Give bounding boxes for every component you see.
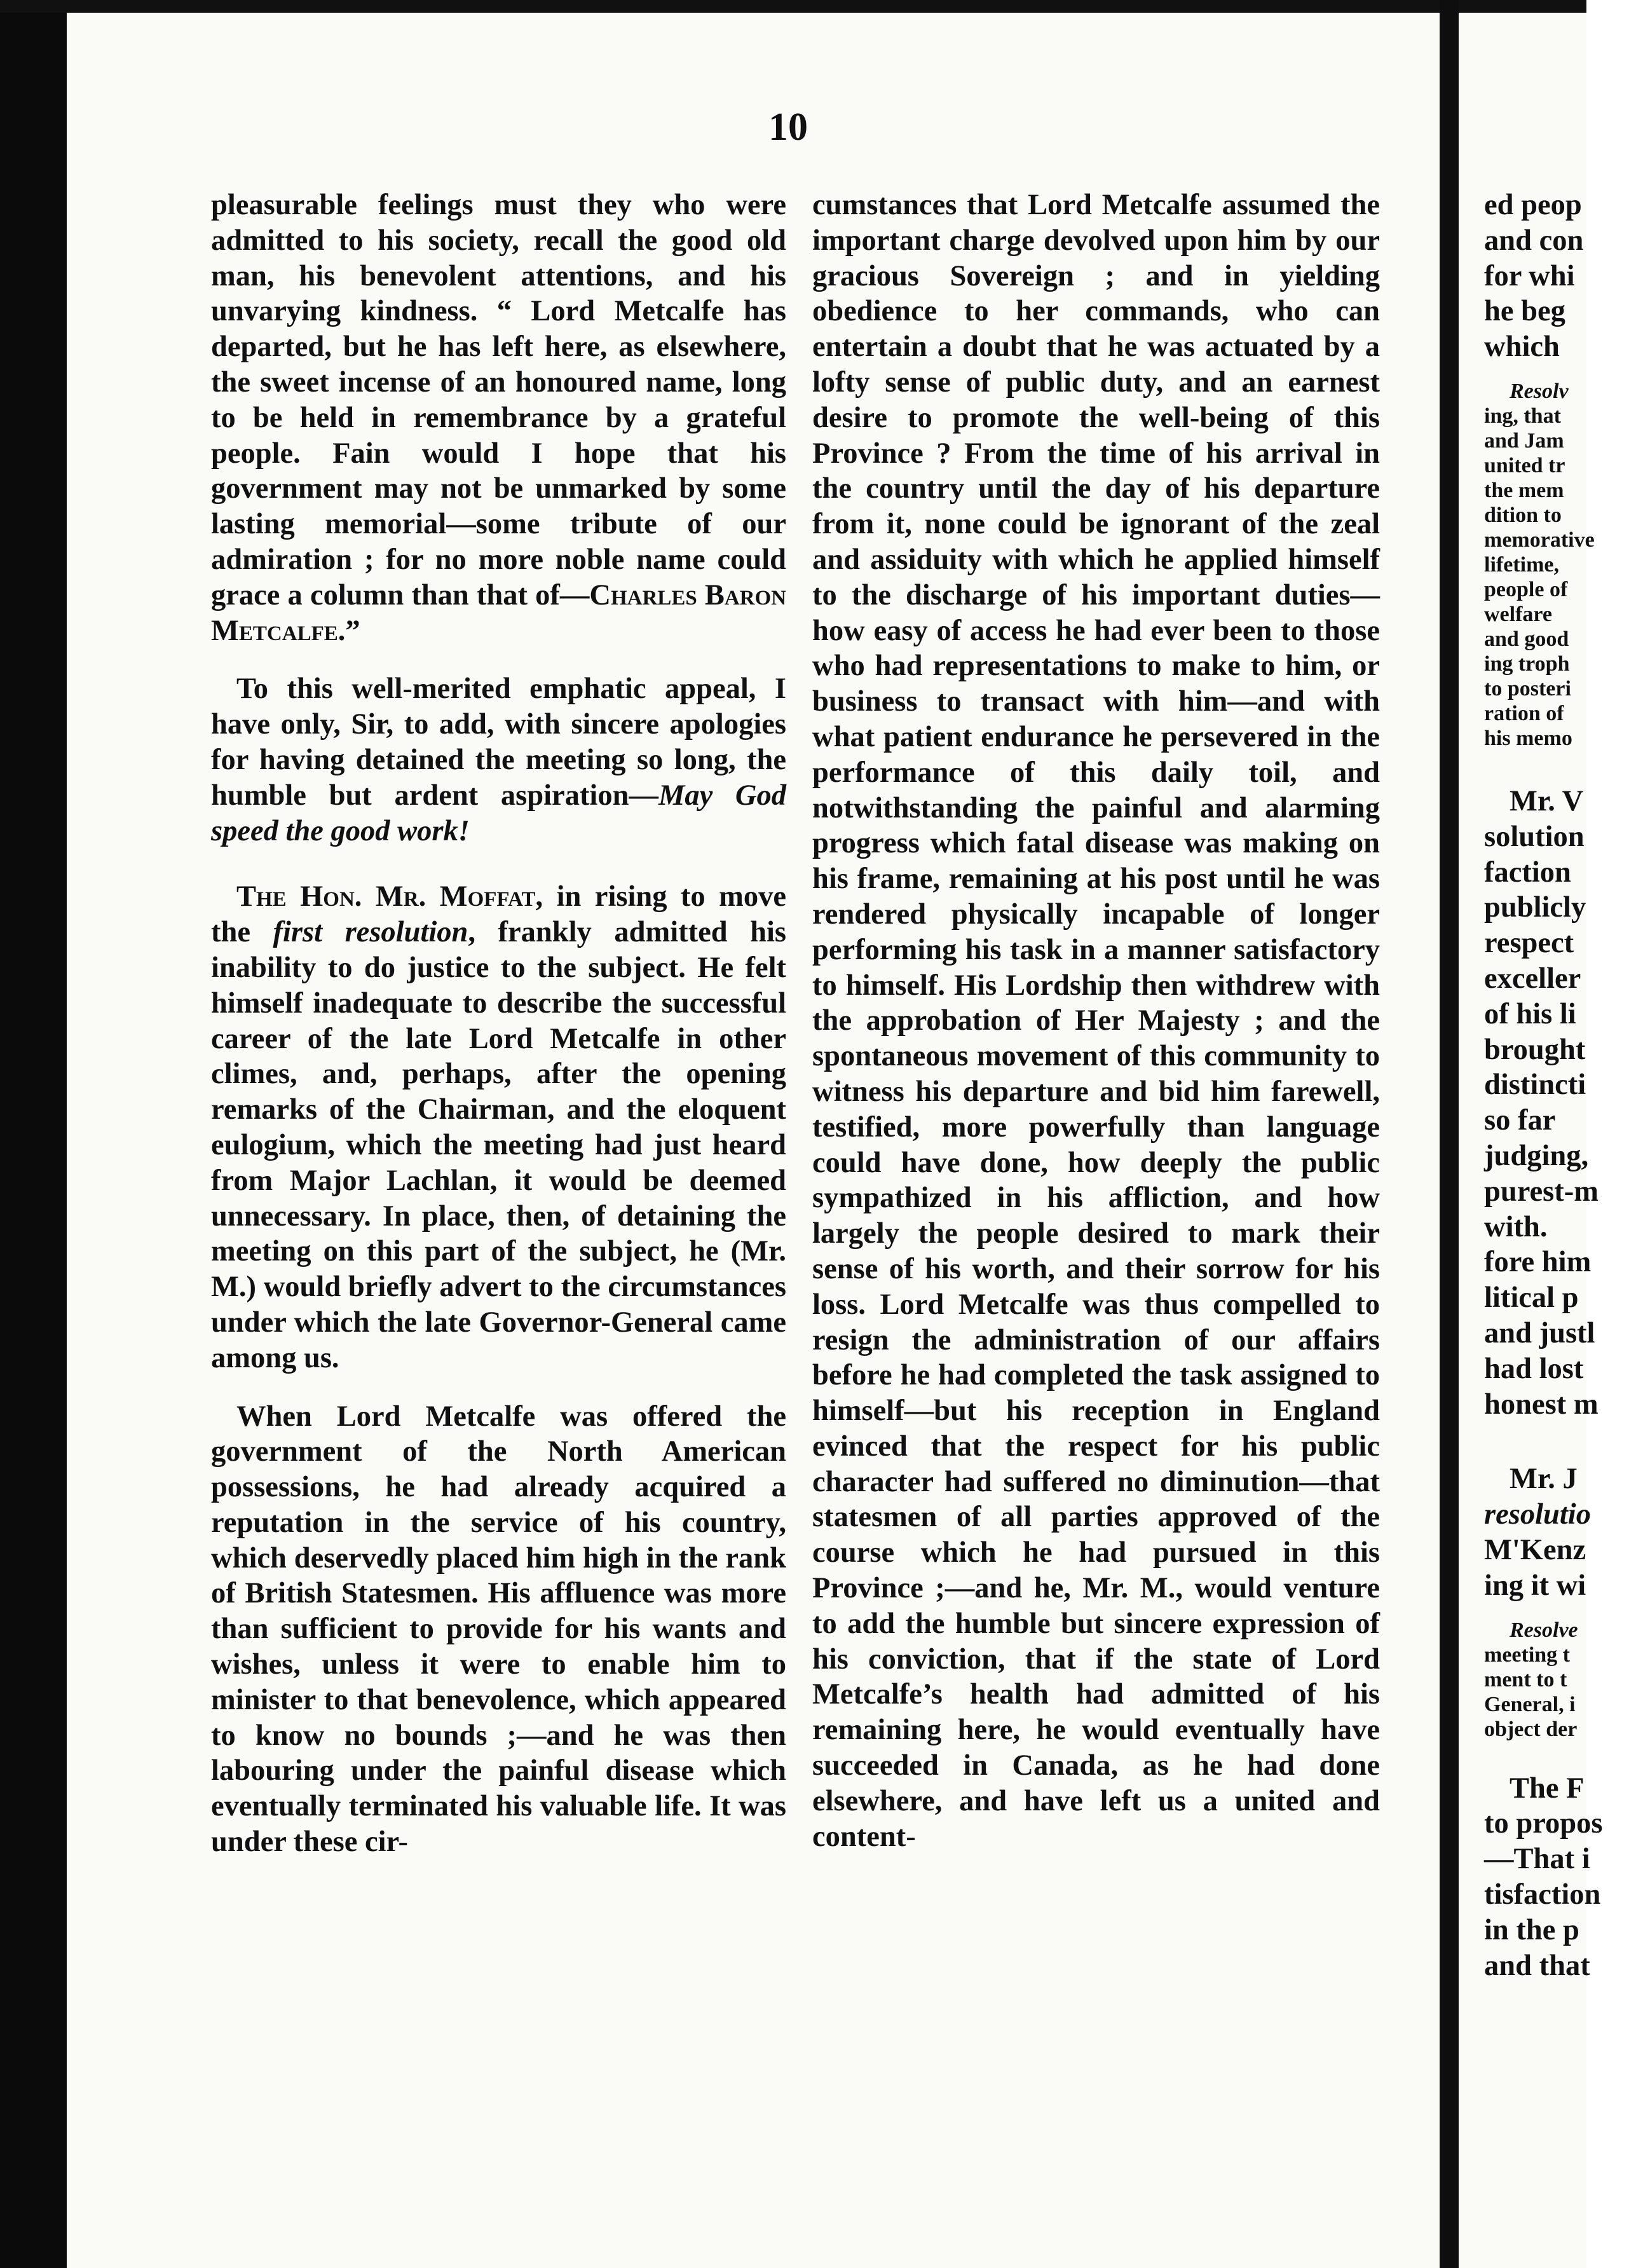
text-run: pleasurable feelings must they who were admitted to his society, recall the good old man, his benevolent attentions, and his unvarying kindness. “ Lord Metcalfe has departed, but he has left here, as elsewhere, the sweet incense of an honoured name, long to be held in remembrance by a grateful people. Fain would I hope that his government may not be unmarked by some lasting memorial—some tribute of our admiration ; for no more noble name could grace a column than that of— [211, 189, 786, 611]
text-line: ing it wi [1484, 1569, 1586, 1602]
text-run: .” [337, 614, 360, 647]
italic-run: first resolution [273, 916, 468, 949]
text-line: resolutio [1484, 1498, 1591, 1531]
paragraph [812, 188, 1380, 1854]
page-number: 10 [768, 106, 808, 149]
text-line: —That i [1484, 1843, 1590, 1876]
text-line: Resolv [1510, 379, 1569, 403]
text-line: for whi [1484, 259, 1575, 292]
text-line: ment to t [1484, 1667, 1567, 1691]
paragraph [211, 1399, 786, 1860]
paragraph [211, 671, 786, 849]
text-line: ration of [1484, 701, 1564, 725]
text-line: to posteri [1484, 676, 1571, 700]
line-group-a [1484, 188, 1643, 365]
text-line: dition to [1484, 503, 1562, 527]
text-line: litical p [1484, 1281, 1579, 1315]
text-line: object der [1484, 1717, 1578, 1741]
line-group-d [1484, 1461, 1643, 1603]
text-line: had lost [1484, 1352, 1584, 1385]
line-group-b [1484, 379, 1643, 751]
text-line: respect [1484, 927, 1574, 960]
text-line: Mr. J [1510, 1463, 1578, 1496]
text-line: Resolve [1510, 1618, 1578, 1642]
text-line: solution [1484, 820, 1585, 853]
text-run: When Lord Metcalfe was offered the government of the North American possessions, he had already acquired a reputation in the service of his country, which deservedly placed him high in the rank of British Statesmen. His affluence was more than sufficient to provide for his wants and wishes, unless it were to enable him to minister to that benevolence, which appeared to know no bounds ;—and he was then labouring under the painful disease which eventually terminated his valuable life. It was under these cir- [211, 1400, 786, 1859]
text-line: meeting t [1484, 1643, 1571, 1667]
name-small-caps: Charles Baron Metcalfe [211, 578, 786, 647]
line-group-c [1484, 784, 1643, 1422]
speaker-name: The Hon. Mr. Moffat [236, 880, 536, 913]
paragraph [211, 188, 786, 648]
text-line: Mr. V [1510, 784, 1584, 817]
text-run: To this well-merited emphatic appeal, I have only, Sir, to add, with sincere apologies for having detained the meeting so long, the humble but ardent aspiration— [211, 673, 786, 812]
text-line: exceller [1484, 962, 1581, 995]
text-line: lifetime, [1484, 552, 1559, 577]
text-line: faction [1484, 856, 1571, 889]
text-line: honest m [1484, 1388, 1599, 1421]
text-line: fore him [1484, 1246, 1592, 1279]
text-line: ing, that [1484, 404, 1561, 428]
text-line: welfare [1484, 602, 1552, 626]
text-line: purest-m [1484, 1175, 1599, 1208]
text-line: ing troph [1484, 652, 1570, 676]
text-line: in the p [1484, 1913, 1579, 1946]
text-line: he beg [1484, 295, 1565, 328]
text-line: brought [1484, 1033, 1586, 1066]
text-run: , frankly admitted his inability to do justice to the subject. He felt himself inadequate to describe the successful career of the late Lord Metcalfe in other climes, and, perhaps, after the opening remarks of the Chairman, and the eloquent eulogium, which the meeting had just heard from Major Lachlan, it would be deemed unnecessary. In place, then, of detaining the meeting on this part of the subject, he (Mr. M.) would briefly advert to the circumstances under which the late Governor-General came among us. [211, 916, 786, 1374]
paragraph [211, 879, 786, 1376]
text-line: The F [1510, 1772, 1585, 1805]
text-line: which [1484, 331, 1560, 364]
column-right-cropped [1484, 188, 1643, 2158]
text-line: with. [1484, 1210, 1548, 1243]
text-line: ed peop [1484, 189, 1582, 221]
text-line: and good [1484, 627, 1569, 651]
text-line: M'Kenz [1484, 1533, 1586, 1566]
line-group-f [1484, 1771, 1643, 1984]
text-line: to propos [1484, 1807, 1603, 1840]
text-line: his memo [1484, 726, 1572, 750]
text-run: cumstances that Lord Metcalfe assumed the important charge devolved upon him by our gracious Sovereign ; and in yielding obedience to her commands, who can entertain a doubt that he was actuated by a lofty sense of public duty, and an earnest desire to promote the well-being of this Province ? From the time of his arrival in the country until the day of his departure from it, none could be ignorant of the zeal and assiduity with which he applied himself to the discharge of his important duties—how easy of access he had ever been to those who had representations to make to him, or business to transact with him—and with what patient endurance he persevered in the performance of this daily toil, and notwithstanding the painful and alarming progress which fatal disease was making on his frame, remaining at his post until he was rendered physically incapable of longer performing his task in a manner satisfactory to himself. His Lordship then withdrew with the approbation of Her Majesty ; and the spontaneous movement of this community to witness his departure and bid him farewell, testified, more powerfully than language could have done, how deeply the public sympathized in his affliction, and how largely the people desired to mark their sense of his worth, and their sorrow for his loss. Lord Metcalfe was thus compelled to resign the administration of our affairs before he had completed the task assigned to himself—but his reception in England evinced that the respect for his public character had suffered no diminution—that statesmen of all parties approved of the course which he had pursued in this Province ;—and he, Mr. M., would venture to add the humble but sincere expression of his conviction, that if the state of Lord Metcalfe’s health had admitted of his remaining here, he would eventually have succeeded in Canada, as he had done elsewhere, and have left us a united and content- [812, 189, 1380, 1853]
text-line: people of [1484, 577, 1568, 601]
page-gutter [1440, 0, 1459, 2268]
text-line: the mem [1484, 478, 1564, 502]
text-line: General, i [1484, 1692, 1576, 1716]
text-line: united tr [1484, 453, 1565, 477]
column-middle [812, 188, 1380, 1854]
text-line: publicly [1484, 891, 1586, 924]
text-line: tisfaction [1484, 1878, 1601, 1911]
text-line: distincti [1484, 1069, 1586, 1102]
text-line: memorative [1484, 528, 1595, 552]
text-line: and that [1484, 1949, 1590, 1982]
scan-top-edge [0, 0, 1586, 13]
italic-run: May God speed the good work! [211, 779, 786, 847]
text-line: so far [1484, 1104, 1556, 1137]
text-run: , in rising to move the [211, 880, 786, 949]
text-line: and con [1484, 224, 1584, 257]
text-line: of his li [1484, 997, 1576, 1030]
scan-left-edge [0, 0, 67, 2268]
column-left [211, 188, 786, 1860]
line-group-e [1484, 1618, 1643, 1742]
text-line: and justl [1484, 1316, 1595, 1349]
text-line: and Jam [1484, 428, 1564, 453]
text-line: judging, [1484, 1139, 1589, 1172]
